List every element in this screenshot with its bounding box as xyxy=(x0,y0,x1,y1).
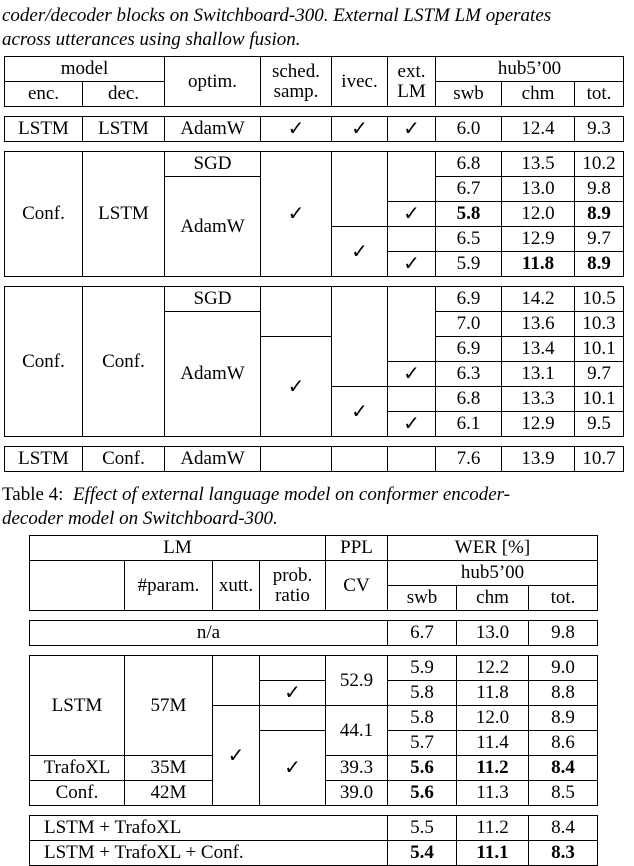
header-sched: sched. samp. xyxy=(261,57,332,107)
check-icon: ✓ xyxy=(388,362,436,387)
header-prob-ratio: prob. ratio xyxy=(260,561,326,611)
table-row: n/a 6.7 13.0 9.8 xyxy=(30,621,598,646)
table-row: LSTM 57M 52.9 5.9 12.2 9.0 xyxy=(30,656,598,681)
table-row: LSTM Conf. AdamW 7.6 13.9 10.7 xyxy=(5,447,624,472)
table-row: Conf. LSTM SGD ✓ 6.8 13.5 10.2 xyxy=(5,152,624,177)
check-icon: ✓ xyxy=(388,117,436,142)
header-model: model xyxy=(5,57,165,82)
check-icon: ✓ xyxy=(261,337,332,437)
check-icon: ✓ xyxy=(332,227,388,277)
table-row: LSTM LSTM AdamW ✓ ✓ ✓ 6.0 12.4 9.3 xyxy=(5,117,624,142)
caption-line-1: coder/decoder blocks on Switchboard-300. External LSTM LM operates xyxy=(2,5,552,26)
header-ext-lm: ext. LM xyxy=(388,57,436,107)
table-row: ✓ 6.3 13.1 9.7 xyxy=(5,362,624,387)
table3-caption xyxy=(2,4,632,52)
table-row: ✓ 6.5 12.9 9.7 xyxy=(5,227,624,252)
check-icon: ✓ xyxy=(261,117,332,142)
header-chm: chm xyxy=(502,82,575,107)
check-icon: ✓ xyxy=(332,117,388,142)
table-row: ✓ 5.8 11.8 8.8 xyxy=(30,681,598,706)
header-swb: swb xyxy=(436,82,502,107)
header-swb: swb xyxy=(388,586,457,611)
header-row-2 xyxy=(30,561,598,586)
check-icon: ✓ xyxy=(388,202,436,227)
header-chm: chm xyxy=(457,586,529,611)
header-ppl: PPL xyxy=(326,536,388,561)
table-row: ✓ 6.1 12.9 9.5 xyxy=(5,412,624,437)
table3 xyxy=(4,56,624,472)
header-lm: LM xyxy=(30,536,326,561)
table-row: ✓ 6.8 13.3 10.1 xyxy=(5,387,624,412)
header-hub: hub5’00 xyxy=(436,57,624,82)
header-enc: enc. xyxy=(5,82,83,107)
check-icon: ✓ xyxy=(388,252,436,277)
header-hub: hub5’00 xyxy=(388,561,598,586)
table-row: ✓ 5.8 12.0 8.9 xyxy=(5,202,624,227)
header-xutt: xutt. xyxy=(213,561,260,611)
check-icon: ✓ xyxy=(260,681,326,706)
header-optim: optim. xyxy=(165,57,261,107)
table-row: Conf. Conf. SGD 6.9 14.2 10.5 xyxy=(5,287,624,312)
table-row: TrafoXL 35M 39.3 5.6 11.2 8.4 xyxy=(30,756,598,781)
table4-caption: Table 4: Effect of external language model on conformer encoder- decoder model on Switchboard-300. xyxy=(2,484,510,529)
header-dec: dec. xyxy=(83,82,165,107)
header-row-1 xyxy=(30,536,598,561)
table-row: ✓ 44.1 5.8 12.0 8.9 xyxy=(30,706,598,731)
header-ivec: ivec. xyxy=(332,57,388,107)
header-cv: CV xyxy=(326,561,388,611)
header-wer: WER [%] xyxy=(388,536,598,561)
header-param: #param. xyxy=(125,561,213,611)
check-icon: ✓ xyxy=(213,706,260,806)
header-row-1 xyxy=(5,57,624,82)
table-row: LSTM + TrafoXL 5.5 11.2 8.4 xyxy=(30,816,598,841)
table-row: ✓ 5.7 11.4 8.6 xyxy=(30,731,598,756)
table-row: ✓ 6.9 13.4 10.1 xyxy=(5,337,624,362)
table-row: AdamW 7.0 13.6 10.3 xyxy=(5,312,624,337)
table4 xyxy=(29,535,598,866)
check-icon: ✓ xyxy=(260,731,326,806)
caption-line-2: across utterances using shallow fusion. xyxy=(2,29,301,50)
check-icon: ✓ xyxy=(388,412,436,437)
check-icon: ✓ xyxy=(332,387,388,437)
header-tot: tot. xyxy=(575,82,624,107)
table-row: ✓ 5.9 11.8 8.9 xyxy=(5,252,624,277)
table-row: Conf. 42M 39.0 5.6 11.3 8.5 xyxy=(30,781,598,806)
table-row: AdamW 6.7 13.0 9.8 xyxy=(5,177,624,202)
check-icon: ✓ xyxy=(261,152,332,277)
table-row: LSTM + TrafoXL + Conf. 5.4 11.1 8.3 xyxy=(30,841,598,866)
header-tot: tot. xyxy=(529,586,598,611)
